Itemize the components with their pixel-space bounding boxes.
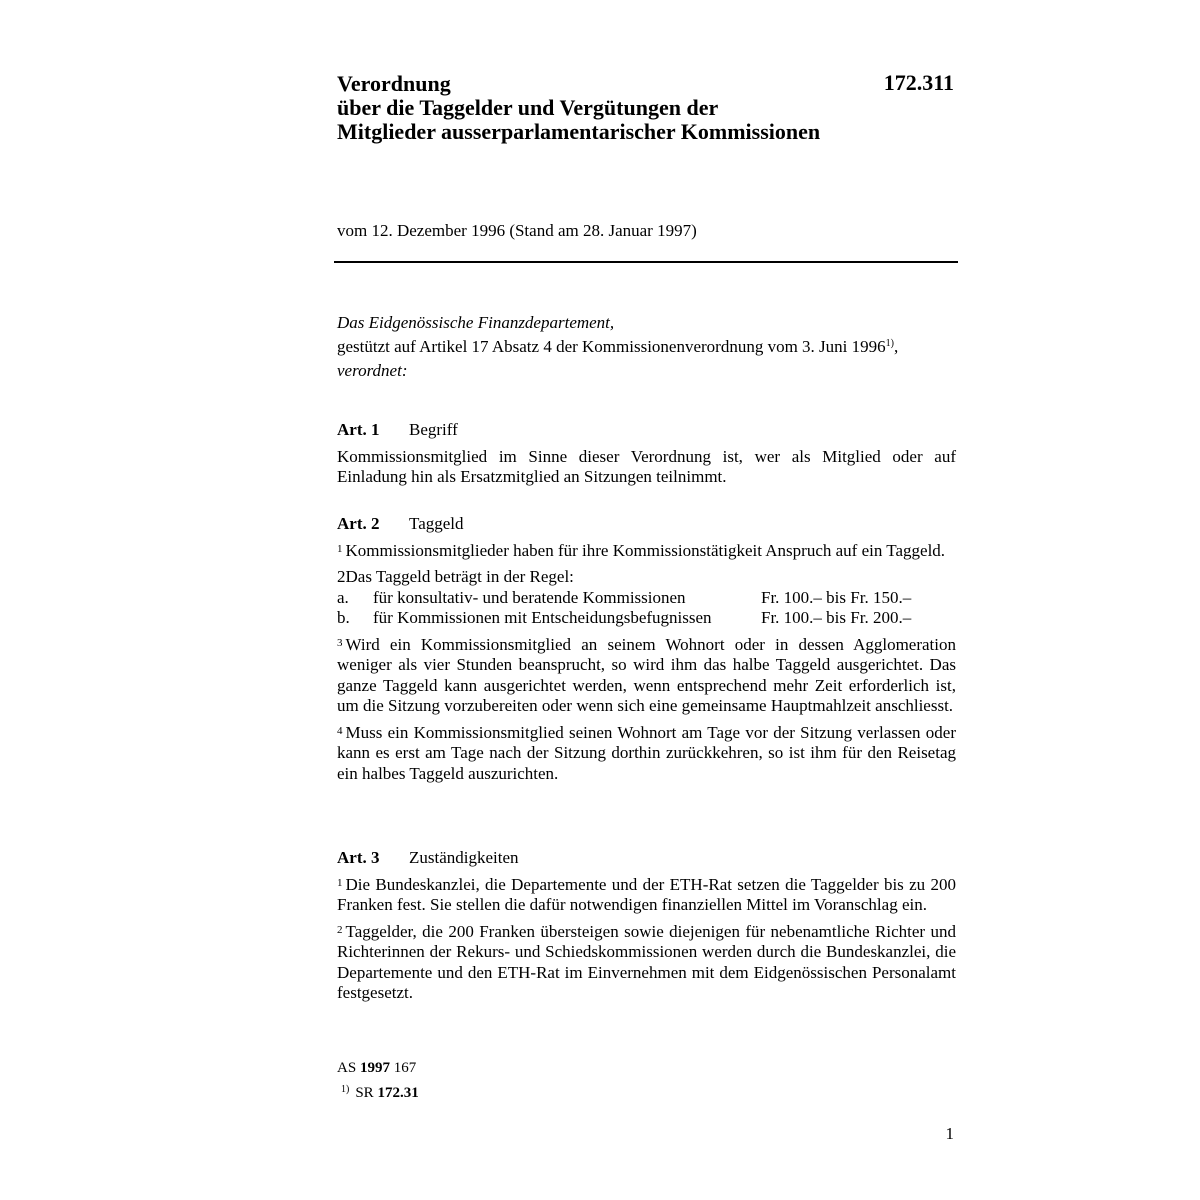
paragraph-number: 4 — [337, 724, 343, 737]
preamble-decree: verordnet: — [337, 361, 408, 380]
preamble-basis — [337, 335, 958, 359]
horizontal-rule — [334, 261, 958, 263]
article-1 — [337, 420, 956, 494]
footnote — [337, 1079, 419, 1104]
list-item — [337, 608, 956, 629]
preamble-basis-text: gestützt auf Artikel 17 Absatz 4 der Kommissionenverordnung vom 3. Juni 1996 — [337, 337, 886, 356]
list-letter: b. — [337, 608, 350, 627]
footnote-marker: 1) — [885, 338, 894, 349]
preamble-basis-end: , — [894, 337, 899, 356]
article-paragraph — [337, 635, 956, 717]
paragraph-number: 1 — [337, 542, 343, 555]
title-line: über die Taggelder und Vergütungen der — [337, 95, 719, 120]
list-text: für konsultativ- und beratende Kommissionen — [373, 587, 686, 607]
footnote-prefix: SR — [355, 1085, 374, 1101]
paragraph-text: Muss ein Kommissionsmitglied seinen Wohnort am Tage vor der Sitzung verlassen oder kann es erst am Tage nach der Sitzung dorthin zurückkehren, so ist ihm für den Reisetag ein halbes Taggeld auszurichten. — [337, 722, 956, 783]
paragraph-number: 1 — [337, 876, 343, 889]
article-heading — [337, 514, 956, 535]
paragraph-number: 2 — [337, 567, 346, 586]
article-paragraph — [337, 567, 956, 588]
preamble-authority: Das Eidgenössische Finanzdepartement, — [337, 313, 615, 332]
paragraph-text: Kommissionsmitglieder haben für ihre Kommissionstätigkeit Anspruch auf ein Taggeld. — [345, 540, 946, 560]
article-paragraph — [337, 541, 956, 562]
paragraph-number: 2 — [337, 923, 343, 936]
article-paragraph — [337, 875, 956, 916]
paragraph-number: 3 — [337, 636, 343, 649]
paragraph-text: Wird ein Kommissionsmitglied an seinem Wohnort oder in dessen Agglomeration weniger als vier Stunden beansprucht, so wird ihm das halbe Taggeld ausgerichtet. Das ganze Taggeld kann ausgerichtet werden, wenn entsprechend mehr Zeit erforderlich ist, um die Sitzung vorzubereiten oder wenn sich eine gemeinsame Hauptmahlzeit anschliesst. — [337, 634, 956, 715]
as-reference — [337, 1058, 419, 1079]
article-title: Taggeld — [409, 514, 464, 533]
as-year: 1997 — [359, 1060, 390, 1076]
footnotes — [337, 1058, 419, 1104]
article-heading — [337, 848, 956, 869]
list-item — [337, 588, 956, 609]
sr-number: 172.311 — [883, 70, 954, 95]
article-2 — [337, 514, 956, 790]
article-3 — [337, 848, 956, 1010]
article-number: Art. 1 — [337, 420, 380, 439]
article-title: Zuständigkeiten — [409, 848, 519, 867]
article-paragraph — [337, 922, 956, 1004]
paragraph-text: Taggelder, die 200 Franken übersteigen sowie diejenigen für nebenamtliche Richter und Richterinnen der Rekurs- und Schiedskommissionen werden durch die Bundeskanzlei, die Departemente und den ETH-Rat im Einvernehmen mit dem Eidgenössischen Personalamt festgesetzt. — [337, 921, 956, 1002]
as-page: 167 — [393, 1060, 417, 1076]
page-number: 1 — [945, 1124, 954, 1143]
article-number: Art. 2 — [337, 514, 380, 533]
title-line: Verordnung — [337, 71, 451, 96]
title-line: Mitglieder ausserparlamentarischer Kommissionen — [337, 119, 821, 144]
article-heading — [337, 420, 956, 441]
paragraph-text: Die Bundeskanzlei, die Departemente und der ETH-Rat setzen die Taggelder bis zu 200 Franken fest. Sie stellen die dafür notwendigen finanziellen Mittel im Voranschlag ein. — [337, 874, 956, 914]
preamble — [337, 311, 958, 383]
footnote-ref: 172.31 — [377, 1085, 419, 1101]
footnote-mark: 1) — [341, 1084, 350, 1095]
list-amount: Fr. 100.– bis Fr. 200.– — [761, 608, 912, 627]
date-line: vom 12. Dezember 1996 (Stand am 28. Januar 1997) — [337, 221, 697, 240]
list-amount: Fr. 100.– bis Fr. 150.– — [761, 587, 912, 607]
list-letter: a. — [337, 587, 349, 607]
document-title — [337, 72, 877, 144]
paragraph-text: Das Taggeld beträgt in der Regel: — [345, 567, 574, 586]
article-number: Art. 3 — [337, 848, 380, 867]
list-text: für Kommissionen mit Entscheidungsbefugnissen — [373, 608, 712, 627]
article-paragraph — [337, 723, 956, 785]
article-title: Begriff — [409, 420, 458, 439]
document-page — [337, 0, 958, 1200]
article-paragraph: Kommissionsmitglied im Sinne dieser Verordnung ist, wer als Mitglied oder auf Einladung hin als Ersatzmitglied an Sitzungen teilnimmt. — [337, 446, 956, 486]
as-prefix: AS — [337, 1060, 357, 1076]
